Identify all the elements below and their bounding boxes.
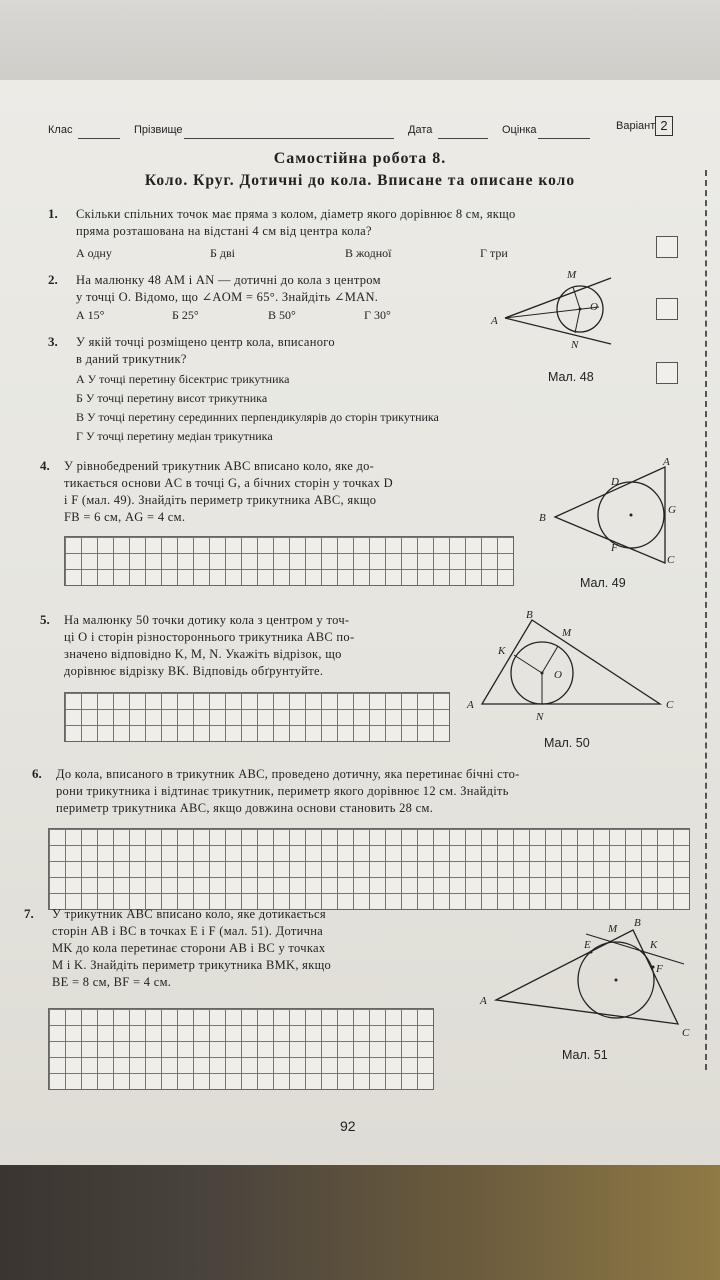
- q7-line: M і K. Знайдіть периметр трикутника BMK, якщо: [52, 958, 332, 972]
- fig49-label-a: A: [663, 456, 670, 468]
- variant-label: Варіант: [616, 120, 656, 132]
- fig50-caption: Мал. 50: [544, 736, 590, 750]
- q2-line: у точці O. Відомо, що ∠AOM = 65°. Знайдіть ∠MAN.: [76, 290, 379, 304]
- q1-line: Скільки спільних точок має пряма з колом, діаметр якого дорівнює 8 см, якщо: [76, 207, 516, 221]
- fig50-label-a: A: [467, 699, 474, 711]
- fig51-label-k: K: [650, 939, 658, 951]
- worksheet-title: Самостійна робота 8.: [273, 150, 447, 167]
- q1-answer-box[interactable]: [656, 236, 678, 258]
- worksheet-subtitle: Коло. Круг. Дотичні до кола. Вписане та описане коло: [144, 172, 576, 189]
- fig51-label-e: E: [584, 939, 591, 951]
- fig51-label-c: C: [682, 1027, 690, 1039]
- q6-line: периметр трикутника ABC, якщо довжина основи становить 28 см.: [56, 801, 434, 815]
- q4-line: FB = 6 см, AG = 4 см.: [64, 510, 186, 524]
- cut-line: [705, 170, 707, 1070]
- q5-line: значено відповідно K, M, N. Укажіть відрізок, що: [64, 647, 342, 661]
- fig49-label-d: D: [611, 476, 619, 488]
- fig50-label-b: B: [526, 609, 533, 621]
- fig51-label-b: B: [634, 917, 641, 929]
- q7-answer-grid[interactable]: [48, 1008, 434, 1090]
- q6-answer-grid[interactable]: [48, 828, 690, 910]
- fig48-label-n: N: [571, 339, 579, 351]
- figure-51: [478, 912, 698, 1042]
- figure-48: [485, 262, 625, 352]
- q5-number: 5.: [40, 612, 50, 627]
- grade-field[interactable]: [538, 138, 590, 139]
- q2-option-b[interactable]: Б 25°: [172, 308, 199, 322]
- desk-background: [0, 1165, 720, 1280]
- q7-number: 7.: [24, 906, 34, 921]
- fig51-label-a: A: [480, 995, 487, 1007]
- q6-line: рони трикутника і відтинає трикутник, периметр якого дорівнює 12 см. Знайдіть: [56, 784, 509, 798]
- q3-line: У якій точці розміщено центр кола, вписаного: [76, 335, 335, 349]
- q3-option-c[interactable]: В У точці перетину серединних перпендикулярів до сторін трикутника: [76, 410, 439, 424]
- fig49-caption: Мал. 49: [580, 576, 626, 590]
- fig49-label-c: C: [667, 554, 675, 566]
- q2-number: 2.: [48, 272, 58, 287]
- q7-line: У трикутник ABC вписано коло, яке дотикається: [52, 907, 326, 921]
- q3-option-a[interactable]: А У точці перетину бісектрис трикутника: [76, 372, 290, 386]
- fig49-label-f: F: [611, 542, 618, 554]
- fig50-label-o: O: [554, 669, 562, 681]
- class-field[interactable]: [78, 138, 120, 139]
- q5-line: ці O і сторін різностороннього трикутника ABC по-: [64, 630, 355, 644]
- q4-line: У рівнобедрений трикутник ABC вписано коло, яке до-: [64, 459, 375, 473]
- fig48-label-m: M: [567, 269, 577, 281]
- figure-49: [535, 455, 685, 575]
- fig50-label-k: K: [498, 645, 506, 657]
- figure-50: [462, 608, 682, 728]
- fig51-label-m: M: [608, 923, 618, 935]
- q3-line: в даний трикутник?: [76, 352, 187, 366]
- q7-line: сторін AB і BC в точках E і F (мал. 51). Дотична: [52, 924, 324, 938]
- q7-line: MK до кола перетинає сторони AB і BC у точках: [52, 941, 326, 955]
- q5-line: дорівнює відрізку BK. Відповідь обґрунтуйте.: [64, 664, 324, 678]
- q2-answer-box[interactable]: [656, 298, 678, 320]
- q2-option-c[interactable]: В 50°: [268, 308, 296, 322]
- surname-field[interactable]: [184, 138, 394, 139]
- surname-label: Прізвище: [134, 124, 183, 136]
- q6-text: [56, 766, 696, 817]
- fig50-label-n: N: [536, 711, 544, 723]
- q3-text: [76, 334, 476, 368]
- q5-text: [64, 612, 464, 680]
- page-number: 92: [340, 1118, 356, 1134]
- date-field[interactable]: [438, 138, 488, 139]
- fig48-caption: Мал. 48: [548, 370, 594, 384]
- q3-option-d[interactable]: Г У точці перетину медіан трикутника: [76, 429, 273, 443]
- q6-line: До кола, вписаного в трикутник ABC, проведено дотичну, яка перетинає бічні сто-: [56, 767, 520, 781]
- fig48-label-a: A: [491, 315, 498, 327]
- variant-box: 2: [655, 116, 673, 136]
- q4-number: 4.: [40, 458, 50, 473]
- q3-answer-box[interactable]: [656, 362, 678, 384]
- fig49-label-b: B: [539, 512, 546, 524]
- q2-option-d[interactable]: Г 30°: [364, 308, 391, 322]
- class-label: Клас: [48, 124, 73, 136]
- q3-number: 3.: [48, 334, 58, 349]
- date-label: Дата: [408, 124, 433, 136]
- q6-number: 6.: [32, 766, 42, 781]
- fig49-label-g: G: [668, 504, 676, 516]
- header-fields: [48, 120, 688, 144]
- fig51-label-f: F: [656, 963, 663, 975]
- q1-number: 1.: [48, 206, 58, 221]
- q4-answer-grid[interactable]: [64, 536, 514, 586]
- q4-line: і F (мал. 49). Знайдіть периметр трикутника ABC, якщо: [64, 493, 377, 507]
- q7-line: BE = 8 см, BF = 4 см.: [52, 975, 172, 989]
- fig50-label-m: M: [562, 627, 572, 639]
- q2-text: [76, 272, 496, 306]
- q4-line: тикається основи AC в точці G, а бічних сторін у точках D: [64, 476, 393, 490]
- fig51-caption: Мал. 51: [562, 1048, 608, 1062]
- q2-line: На малюнку 48 AM і AN — дотичні до кола з центром: [76, 273, 381, 287]
- q4-text: [64, 458, 524, 526]
- q5-answer-grid[interactable]: [64, 692, 450, 742]
- q1-option-b[interactable]: Б дві: [210, 246, 235, 260]
- fig50-label-c: C: [666, 699, 674, 711]
- grade-label: Оцінка: [502, 124, 537, 136]
- fig48-label-o: O: [590, 301, 598, 313]
- q1-option-a[interactable]: А одну: [76, 246, 112, 260]
- q5-line: На малюнку 50 точки дотику кола з центром у точ-: [64, 613, 350, 627]
- q1-line: пряма розташована на відстані 4 см від центра кола?: [76, 224, 372, 238]
- q1-option-c[interactable]: В жодної: [345, 246, 392, 260]
- q1-text: [76, 206, 676, 240]
- q7-text: [52, 906, 472, 991]
- q3-option-b[interactable]: Б У точці перетину висот трикутника: [76, 391, 268, 405]
- q1-option-d[interactable]: Г три: [480, 246, 508, 260]
- q2-option-a[interactable]: А 15°: [76, 308, 105, 322]
